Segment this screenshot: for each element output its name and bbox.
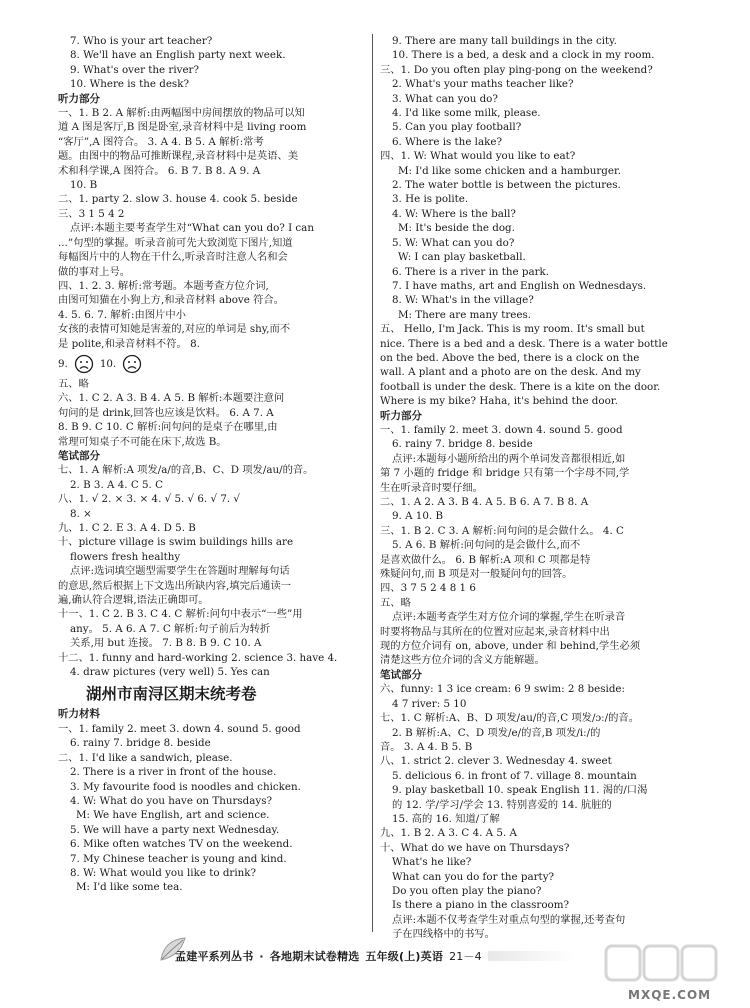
answer-line: 由图可知猫在小狗上方,和录音材料 above 符合。 [58,294,285,307]
watermark-logo-icon [600,940,720,990]
answer-line: 点评:本题考查学生对方位介词的掌握,学生在听录音 [392,611,626,624]
answer-line: 的 12. 学/学习/学会 13. 特别喜爱的 14. 肮脏的 [392,798,612,811]
answer-line: 六、1. C 2. A 3. B 4. A 5. B 解析:本题要注意问 [58,392,285,405]
section-heading: 听力部分 [58,92,100,105]
answer-line: 六、funny: 1 3 ice cream: 6 9 swim: 2 8 beside: [380,683,625,696]
answer-line: M: It's beside the dog. [398,222,515,235]
answer-line: 七、1. C 解析:A、B、D 项发/au/的音,C 项发/ɔː/的音。 [380,712,640,725]
answer-line: 10. There is a bed, a desk and a clock in my room. [392,49,655,62]
answer-line: 一、1. family 2. meet 3. down 4. sound 5. good [380,423,623,436]
item-9-label: 9. [58,357,68,370]
answer-line: 二、1. party 2. slow 3. house 4. cook 5. beside [58,193,298,206]
answer-line: 殊疑问句,而 B 项是对一般疑问句的回答。 [380,568,573,581]
answer-line: 五、略 [380,596,411,609]
answer-line: 关系,用 but 连接。 7. B 8. B 9. C 10. A [70,637,262,650]
answer-line: 8. B 9. C 10. C 解析:问句问的是桌子在哪里,由 [58,421,278,434]
answer-line: 2. B 解析:A、C、D 项发/e/的音,B 项发/iː/的 [392,726,601,739]
answer-line: M: We have English, art and science. [76,809,270,822]
answer-line: 6. Where is the lake? [392,135,502,148]
section-heading: 听力材料 [58,708,100,721]
left-column [58,34,368,895]
answer-line: 十、picture village is swim buildings hills are [58,536,294,549]
answer-line: 15. 高的 16. 知道/了解 [392,812,500,825]
answer-line: 9. There are many tall buildings in the city. [392,35,617,47]
answer-line: What can you do for the party? [392,870,555,883]
answer-line: 三、1. Do you often play ping-pong on the weekend? [380,63,653,76]
answer-line: 6. Mike often watches TV on the weekend. [70,838,293,851]
answer-line: 女孩的表情可知她是害羞的,对应的单词是 shy,而不 [58,323,291,336]
watermark-text: MXQE.COM [628,988,712,1002]
footer-decor-bar [488,951,575,961]
answer-line: 五、略 [58,377,89,390]
answer-line: M: I'd like some tea. [76,881,183,894]
answer-line: M: I'd like some chicken and a hamburger. [398,164,622,177]
answer-line: 做的事对上号。 [58,265,131,278]
sad-face-icon [122,354,142,374]
answer-line: 5. A 6. B 解析:问句问的是会做什么,而不 [392,539,581,552]
footer-page-number: 21－4 [449,950,482,963]
answer-line: 6. There is a river in the park. [392,265,550,278]
answer-line: Do you often play the piano? [392,884,542,897]
section-heading: 笔试部分 [58,449,100,462]
answer-line: 8. W: What would you like to drink? [70,866,257,879]
answer-line: 8. W: What's in the village? [392,294,534,307]
item-10-label: 10. [99,357,117,370]
answer-line: on the bed. Above the bed, there is a clock on the [380,351,640,364]
answer-line: any。 5. A 6. A 7. C 解析:句子前后为转折 [70,622,271,635]
footer-series: 孟建平系列丛书 [175,950,254,963]
answer-line: Where is my bike? Haha, it's behind the door. [380,395,618,408]
section-heading: 听力部分 [380,409,422,422]
answer-line: 3. My favourite food is noodles and chicken. [70,780,301,793]
right-column [380,34,680,942]
answer-line: 四、3 7 5 2 4 8 1 6 [380,582,476,595]
answer-line: 5. We will have a party next Wednesday. [70,823,280,836]
answer-line: 一、1. family 2. meet 3. down 4. sound 5. good [58,722,301,735]
answer-line: 道 A 图是客厅,B 图是卧室,录音材料中是 living room [58,121,307,134]
answer-line: 7. My Chinese teacher is young and kind. [70,852,287,865]
answer-line: 术和科学课,A 图符合。 6. B 7. B 8. A 9. A [58,164,261,177]
answer-line: 4 7 river: 5 10 [392,697,467,710]
answer-line: 二、1. A 2. A 3. B 4. A 5. B 6. A 7. B 8. A [380,496,589,508]
answer-line: 8. We'll have an English party next week. [70,49,286,62]
answer-line: 5. W: What can you do? [392,236,515,249]
answer-line: 10. Where is the desk? [70,78,189,91]
answer-line: 十二、1. funny and hard-working 2. science 3. have 4. [58,651,338,664]
answer-line: 现的方位介词有 on, above, under 和 behind,学生必须 [380,640,641,653]
answer-line: wall. A plant and a photo are on the desk. And my [380,366,641,379]
answer-line: 十、What do we have on Thursdays? [380,841,570,854]
left-answers-part-2 [58,377,368,895]
answer-line: 9. A 10. B [392,510,444,523]
section-heading: 笔试部分 [380,668,422,681]
answer-line: 九、1. C 2. E 3. A 4. D 5. B [58,522,196,534]
answer-line: 9. play basketball 10. speak English 11. 渴的/口渴 [392,784,648,797]
answer-line: 2. The water bottle is between the pictures. [392,179,621,192]
footer-title: 各地期末试卷精选 [269,950,360,963]
answer-line: 4. W: What do you have on Thursdays? [70,794,273,807]
left-answers-part-1 [58,34,368,351]
sad-face-icon [74,354,94,374]
answer-line: 2. B 3. A 4. C 5. C [70,478,163,491]
answer-line: 4. 5. 6. 7. 解析:由图片中小 [58,308,186,321]
answer-line: Is there a piano in the classroom? [392,899,570,912]
answer-line: 点评:本题每小题所给出的两个单词发音都很相近,如 [392,452,626,465]
answer-line: 生在听录音时要仔细。 [380,481,483,494]
answer-line: 第 7 小题的 fridge 和 bridge 只有第一个字母不同,学 [380,467,630,480]
answer-line: flowers fresh healthy [70,550,181,563]
answer-line: 音。 3. A 4. B 5. B [380,740,473,753]
answer-line: 8. × [70,507,92,520]
answer-line: 子在四线格中的书写。 [392,928,495,941]
answer-line: 二、1. I'd like a sandwich, please. [58,751,233,764]
answer-line: 点评:本题主要考查学生对“What can you do? I can [70,222,314,235]
answer-line: 是 polite,和录音材料不符。 8. [58,337,200,350]
answer-line: 八、1. strict 2. clever 3. Wednesday 4. sweet [380,755,612,768]
answer-line: 5. delicious 6. in front of 7. village 8. mountain [392,769,637,782]
answer-line: 常理可知桌子不可能在床下,故选 B。 [58,435,227,448]
answer-line: 句问的是 drink,回答也应该是饮料。 6. A 7. A [58,406,274,419]
answer-line: 9. What's over the river? [70,63,199,76]
answer-line: 4. I'd like some milk, please. [392,107,541,120]
answer-line: 4. draw pictures (very well) 5. Yes can [70,666,270,679]
answer-line: 2. There is a river in front of the house. [70,766,277,779]
answer-line: 3. What can you do? [392,92,498,105]
answer-line: 6. rainy 7. bridge 8. beside [392,438,533,451]
answer-line: What's he like? [392,856,472,869]
answer-line: 6. rainy 7. bridge 8. beside [70,737,211,750]
answer-line: 4. W: Where is the ball? [392,207,516,220]
exam-title: 湖州市南浔区期末统考卷 [86,685,257,704]
answer-line: 7. I have maths, art and English on Wednesdays. [392,279,647,292]
answer-line: 时要将物品与其所在的位置对应起来,录音材料中出 [380,625,610,638]
footer-dot: · [259,949,264,963]
answer-line: 5. Can you play football? [392,121,522,134]
answer-line: 三、1. B 2. C 3. A 解析:问句问的是会做什么。 4. C [380,524,624,537]
answer-line: 点评:本题不仅考查学生对重点句型的掌握,还考查句 [392,913,626,926]
answer-line: M: There are many trees. [398,308,532,321]
faces-row-9-10 [58,351,368,377]
answer-line: 四、1. 2. 3. 解析:常考题。本题考查方位介词, [58,279,269,292]
footer-grade: 五年级(上)英语 [365,950,444,963]
column-divider [372,34,373,932]
answer-line: 四、1. W: What would you like to eat? [380,150,576,163]
answer-line: 7. Who is your art teacher? [70,35,213,47]
answer-line: W: I can play basketball. [398,251,526,264]
answer-line: 的意思,然后根据上下文选出所缺内容,填完后通读一 [58,579,292,592]
answer-line: football is under the desk. There is a kite on the door. [380,380,661,393]
right-answers [380,34,680,942]
answer-line: 清楚这些方位介词的含义方能解题。 [380,654,545,667]
answer-line: 点评:选词填空题型需要学生在答题时理解每句话 [70,565,290,578]
answer-line: 遍,确认符合逻辑,语法正确即可。 [58,594,209,607]
answer-line: 五、 Hello, I'm Jack. This is my room. It's small but [380,323,645,336]
answer-line: 题。由图中的物品可推断课程,录音材料中是英语、美 [58,150,299,163]
answer-line: 三、3 1 5 4 2 [58,207,125,220]
answer-line: 2. What's your maths teacher like? [392,78,574,91]
page-footer [175,944,575,968]
answer-line: 七、1. A 解析:A 项发/a/的音,B、C、D 项发/au/的音。 [58,464,314,477]
answer-line: 每幅图片中的人物在干什么,听录音时注意人名和会 [58,251,288,264]
answer-line: 3. He is polite. [392,193,469,206]
answer-line: ...”句型的掌握。听录音前可先大致浏览下图片,知道 [58,236,293,249]
answer-line: nice. There is a bed and a desk. There is a water bottle [380,337,668,350]
answer-line: 八、1. √ 2. × 3. × 4. √ 5. √ 6. √ 7. √ [58,493,240,506]
answer-line: 十一、1. C 2. B 3. C 4. C 解析:问句中表示“一些”用 [58,608,303,621]
answer-line: 九、1. B 2. A 3. C 4. A 5. A [380,827,517,840]
answer-line: 一、1. B 2. A 解析:由两幅图中房间摆放的物品可以知 [58,107,305,120]
answer-line: “客厅”,A 图符合。 3. A 4. B 5. A 解析:常考 [58,135,264,148]
answer-line: 10. B [70,179,98,192]
answer-line: 是喜欢做什么。 6. B 解析:A 项和 C 项都是特 [380,553,591,566]
